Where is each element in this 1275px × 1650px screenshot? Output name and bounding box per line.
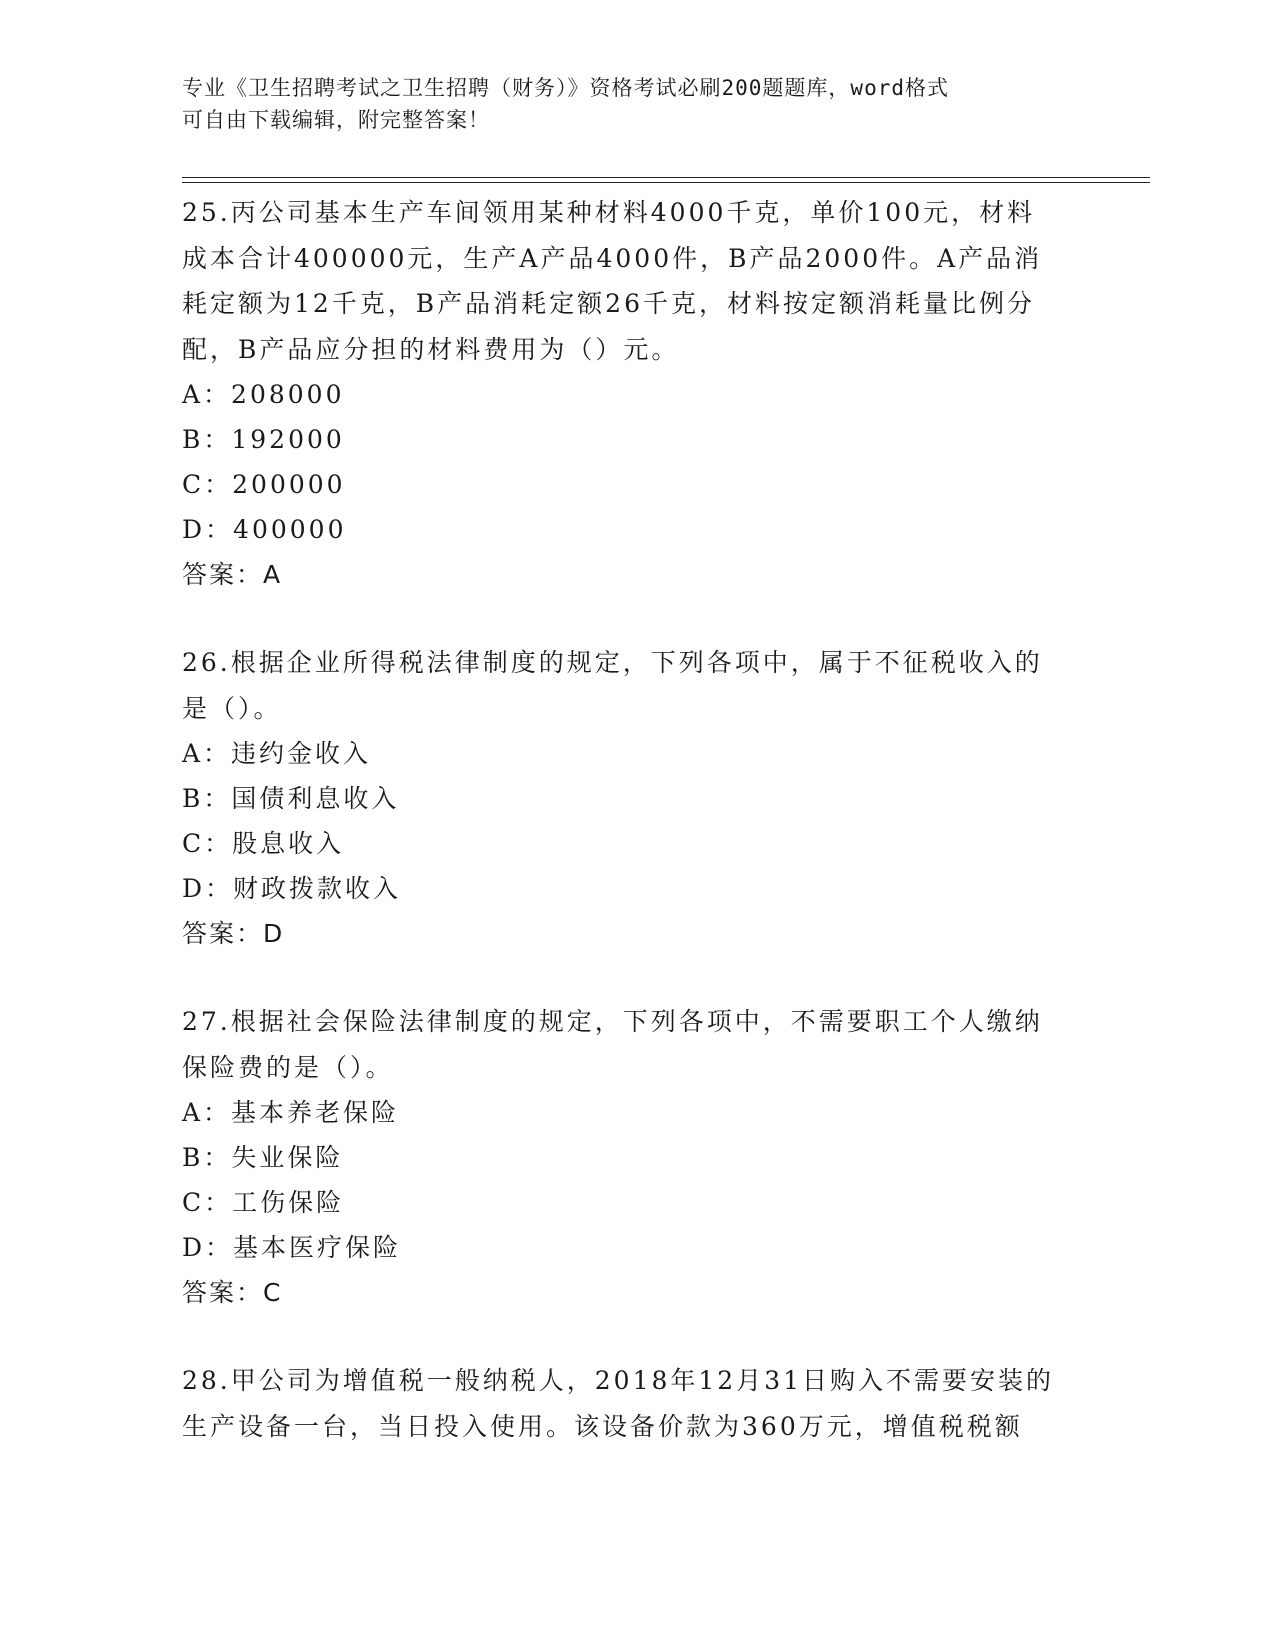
- spacer: [182, 1315, 1082, 1358]
- question-26: [182, 640, 1082, 956]
- header-divider-top: [182, 177, 1150, 178]
- option-d: D：400000: [182, 515, 347, 544]
- spacer: [182, 597, 1082, 640]
- question-line: 是（）。: [182, 693, 282, 723]
- option-c: C：股息收入: [182, 829, 345, 858]
- question-28: [182, 1358, 1082, 1449]
- option-b: B：失业保险: [182, 1143, 344, 1172]
- spacer: [182, 956, 1082, 999]
- option-a: A：基本养老保险: [182, 1098, 400, 1127]
- question-line: 配，B产品应分担的材料费用为（）元。: [182, 334, 680, 364]
- header-line-1: 专业《卫生招聘考试之卫生招聘（财务）》资格考试必刷200题题库，word格式: [182, 76, 949, 100]
- question-line: 耗定额为12千克，B产品消耗定额26千克，材料按定额消耗量比例分: [182, 289, 1035, 318]
- question-stem: [182, 190, 1082, 372]
- option-c: C：工伤保险: [182, 1188, 345, 1217]
- option-b: B：192000: [182, 425, 345, 454]
- question-line: 26.根据企业所得税法律制度的规定，下列各项中，属于不征税收入的: [182, 648, 1043, 677]
- question-list: [182, 190, 1082, 1449]
- option-d: D：财政拨款收入: [182, 874, 402, 903]
- question-stem: [182, 999, 1082, 1090]
- header-line-2: 可自由下载编辑，附完整答案！: [182, 108, 490, 132]
- option-a: A：208000: [182, 380, 345, 409]
- question-line: 保险费的是（）。: [182, 1052, 394, 1082]
- question-stem: [182, 640, 1082, 731]
- header-divider-bottom: [182, 182, 1150, 183]
- answer: 答案：D: [182, 919, 285, 948]
- option-a: A：违约金收入: [182, 739, 372, 768]
- option-b: B：国债利息收入: [182, 784, 400, 813]
- question-stem: [182, 1358, 1082, 1449]
- question-line: 生产设备一台，当日投入使用。该设备价款为360万元，增值税税额: [182, 1411, 1023, 1441]
- document-header: [182, 72, 1062, 136]
- question-line: 28.甲公司为增值税一般纳税人，2018年12月31日购入不需要安装的: [182, 1366, 1055, 1395]
- answer: 答案：A: [182, 560, 283, 589]
- answer: 答案：C: [182, 1278, 283, 1307]
- option-c: C：200000: [182, 470, 346, 499]
- question-27: [182, 999, 1082, 1315]
- question-line: 25.丙公司基本生产车间领用某种材料4000千克，单价100元，材料: [182, 198, 1036, 227]
- question-line: 成本合计400000元，生产A产品4000件，B产品2000件。A产品消: [182, 243, 1043, 273]
- question-line: 27.根据社会保险法律制度的规定，下列各项中，不需要职工个人缴纳: [182, 1007, 1043, 1036]
- option-d: D：基本医疗保险: [182, 1233, 402, 1262]
- question-25: [182, 190, 1082, 597]
